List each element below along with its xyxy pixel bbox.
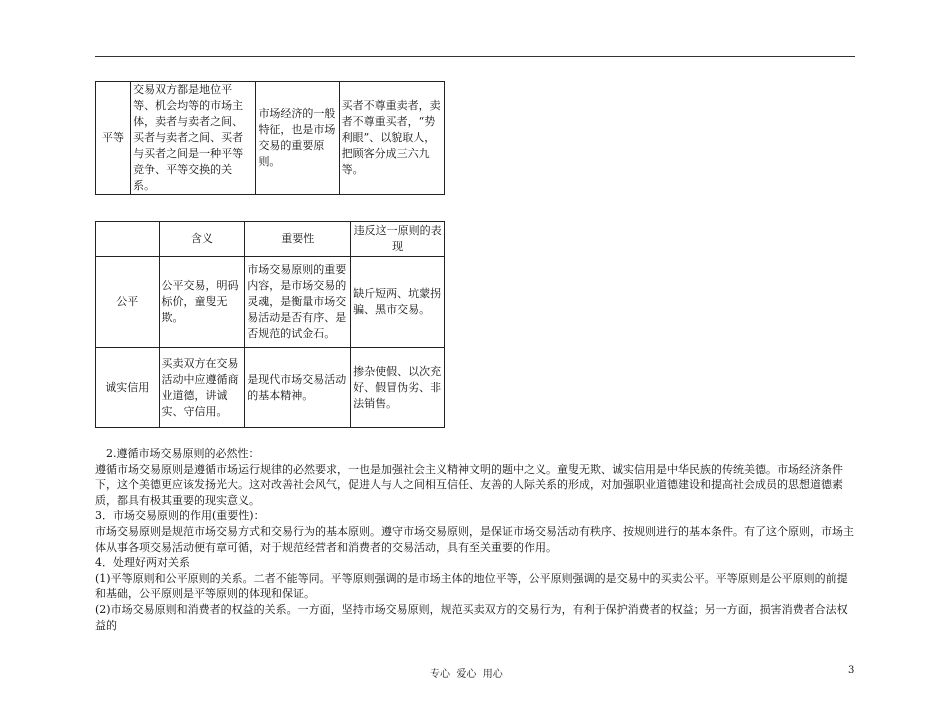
cell-violation: 缺斤短两、坑蒙拐骗、黑市交易。 — [351, 257, 445, 348]
header-meaning: 含义 — [159, 222, 245, 257]
header-violation: 违反这一原则的表现 — [351, 222, 445, 257]
cell-importance: 市场交易原则的重要内容，是市场交易的灵魂，是衡量市场交易活动是否有序、是否规范的试金石。 — [245, 257, 351, 348]
paragraph-role: 市场交易原则是规范市场交易方式和交易行为的基本原则。遵守市场交易原则，是保证市场交易活动有秩序、按规则进行的基本条件。有了这个原则，市场主体从事各项交易活动便有章可循，对于规范经营者和消费者的交易活动，具有至关重要的作用。 — [95, 524, 854, 554]
section-heading-role: 3．市场交易原则的作用(重要性)： — [95, 509, 265, 523]
section-heading-necessity: 2.遵循市场交易原则的必然性： — [106, 447, 260, 460]
table-row — [96, 82, 445, 195]
table-header-row — [96, 222, 445, 257]
footer-motto: 专心 爱心 用心 — [430, 669, 503, 680]
row-label-honesty: 诚实信用 — [96, 348, 160, 428]
table-equality — [95, 81, 445, 195]
cell-meaning: 交易双方都是地位平等、机会均等的市场主体，卖者与卖者之间、买者与卖者之间、买者与买者之间是一种平等竞争、平等交换的关系。 — [131, 82, 256, 195]
header-blank — [96, 222, 160, 257]
table-principles — [95, 221, 445, 428]
body-text — [95, 446, 857, 633]
cell-meaning: 买卖双方在交易活动中应遵循商业道德，讲诚实、守信用。 — [159, 348, 245, 428]
table-row — [96, 348, 445, 428]
cell-violation: 掺杂使假、以次充好、假冒伪劣、非法销售。 — [351, 348, 445, 428]
cell-importance: 是现代市场交易活动的基本精神。 — [245, 348, 351, 428]
cell-importance: 市场经济的一般特征，也是市场交易的重要原则。 — [256, 82, 339, 195]
paragraph-relation-2: (2)市场交易原则和消费者的权益的关系。一方面，坚持市场交易原则，规范买卖双方的交易行为，有利于保护消费者的权益；另一方面，损害消费者合法权益的 — [95, 602, 848, 632]
row-label-fairness: 公平 — [96, 257, 160, 348]
header-importance: 重要性 — [245, 222, 351, 257]
paragraph-relation-1: (1)平等原则和公平原则的关系。二者不能等同。平等原则强调的是市场主体的地位平等，公平原则强调的是交易中的买卖公平。平等原则是公平原则的前提和基础，公平原则是平等原则的体现和保证。 — [95, 571, 848, 601]
cell-violation: 买者不尊重卖者，卖者不尊重买者，“势利眼”、以貌取人，把顾客分成三六九等。 — [339, 82, 444, 195]
paragraph-necessity: 遵循市场交易原则是遵循市场运行规律的必然要求，一也是加强社会主义精神文明的题中之义。童叟无欺、诚实信用是中华民族的传统美德。市场经济条件下，这个美德更应该发扬光大。这对改善社会风气，促进人与人之间相互信任、友善的人际关系的形成，对加强职业道德建设和提高社会成员的思想道德素质，都具有极其重要的现实意义。 — [95, 462, 843, 507]
cell-meaning: 公平交易，明码标价，童叟无欺。 — [159, 257, 245, 348]
section-heading-relations: 4．处理好两对关系 — [95, 556, 190, 570]
page-number: 3 — [848, 665, 855, 676]
header-rule — [95, 56, 855, 57]
row-label-equality: 平等 — [96, 82, 131, 195]
table-row — [96, 257, 445, 348]
